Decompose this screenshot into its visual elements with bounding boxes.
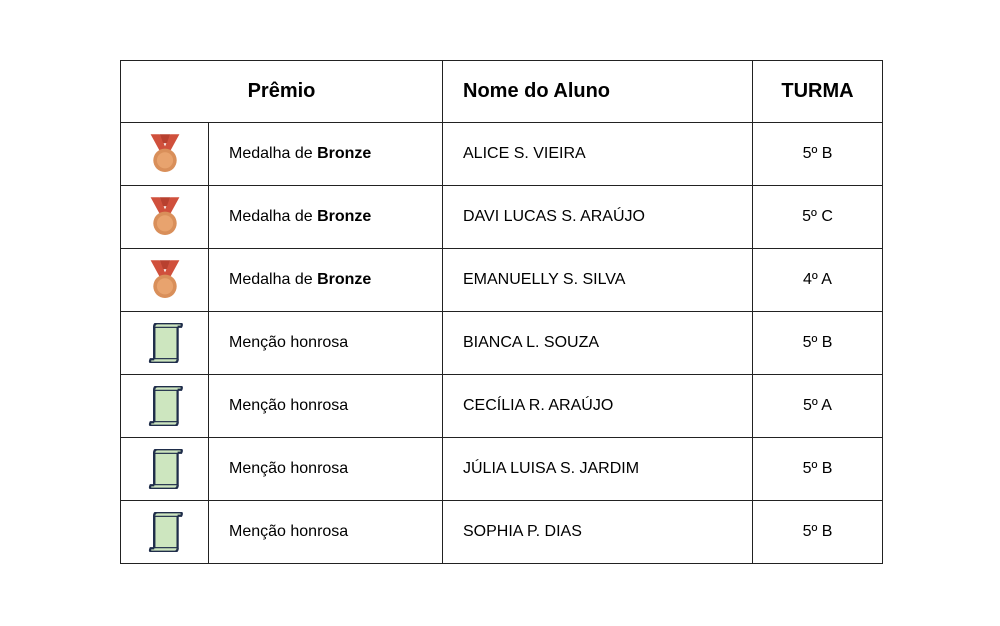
student-class: 5º B (753, 438, 883, 501)
scroll-icon (121, 375, 209, 438)
scroll-icon (121, 501, 209, 564)
table-row (121, 375, 883, 438)
award-label (209, 312, 443, 375)
medal-icon (121, 249, 209, 312)
award-label (209, 249, 443, 312)
award-label (209, 501, 443, 564)
award-prefix: Menção honrosa (229, 334, 349, 351)
award-label (209, 438, 443, 501)
student-name: BIANCA L. SOUZA (443, 312, 753, 375)
table-row (121, 312, 883, 375)
award-prefix: Menção honrosa (229, 523, 349, 540)
award-label (209, 375, 443, 438)
student-class: 5º B (753, 501, 883, 564)
award-prefix: Medalha de (229, 271, 318, 288)
award-prefix: Menção honrosa (229, 397, 349, 414)
scroll-icon (121, 312, 209, 375)
student-name: CECÍLIA R. ARAÚJO (443, 375, 753, 438)
student-class: 5º B (753, 123, 883, 186)
table-row (121, 186, 883, 249)
awards-table (120, 60, 883, 564)
header-student-name: Nome do Aluno (443, 61, 753, 123)
student-class: 5º C (753, 186, 883, 249)
award-label (209, 123, 443, 186)
student-name: SOPHIA P. DIAS (443, 501, 753, 564)
table-row (121, 438, 883, 501)
award-type: Bronze (317, 271, 372, 288)
student-name: EMANUELLY S. SILVA (443, 249, 753, 312)
table-header-row (121, 61, 883, 123)
header-class: TURMA (753, 61, 883, 123)
student-name: JÚLIA LUISA S. JARDIM (443, 438, 753, 501)
medal-icon (121, 123, 209, 186)
student-name: DAVI LUCAS S. ARAÚJO (443, 186, 753, 249)
award-type: Bronze (317, 208, 372, 225)
award-label (209, 186, 443, 249)
table-row (121, 249, 883, 312)
award-type: Bronze (317, 145, 372, 162)
student-name: ALICE S. VIEIRA (443, 123, 753, 186)
header-award: Prêmio (121, 61, 443, 123)
student-class: 5º B (753, 312, 883, 375)
student-class: 5º A (753, 375, 883, 438)
medal-icon (121, 186, 209, 249)
award-prefix: Medalha de (229, 145, 318, 162)
table-row (121, 501, 883, 564)
scroll-icon (121, 438, 209, 501)
award-prefix: Medalha de (229, 208, 318, 225)
award-prefix: Menção honrosa (229, 460, 349, 477)
table-row (121, 123, 883, 186)
student-class: 4º A (753, 249, 883, 312)
